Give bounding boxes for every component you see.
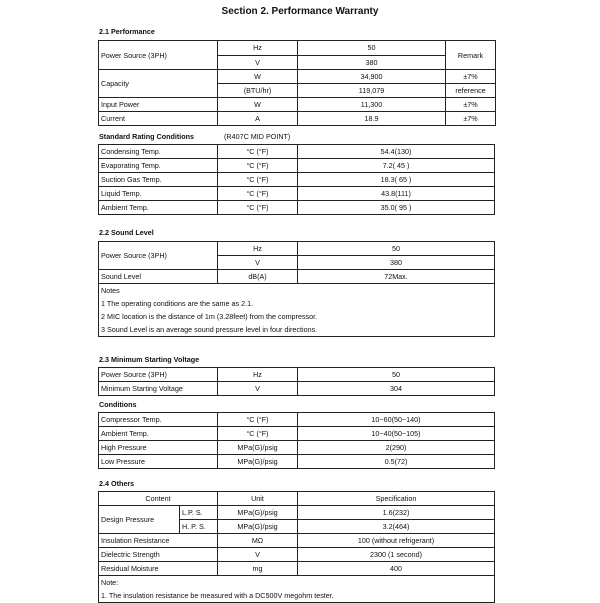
table-row <box>99 159 495 173</box>
table-row: H. P. S. MPa(G)/psig 3.2(464) <box>99 520 495 534</box>
cell-value: 2(290) <box>298 441 495 455</box>
others-table <box>98 491 495 603</box>
performance-table <box>98 40 496 126</box>
table-row: Design Pressure L.P. S. MPa(G)/psig 1.6(232) <box>99 506 495 520</box>
cell-label: Evaporating Temp. <box>99 159 218 173</box>
cell-value: 7.2( 45 ) <box>298 159 495 173</box>
cell-label: Suction Gas Temp. <box>99 173 218 187</box>
cell-value: 0.5(72) <box>298 455 495 469</box>
table-row: Minimum Starting Voltage V 304 <box>99 382 495 396</box>
cell-label: Compressor Temp. <box>99 413 218 427</box>
cell-label: Ambient Temp. <box>99 427 218 441</box>
cell-unit: °C (°F) <box>218 159 298 173</box>
note-item: 3 Sound Level is an average sound pressure level in four directions. <box>99 323 495 337</box>
cell-value: 43.8(111) <box>298 187 495 201</box>
table-row: Current A 18.9 ±7% <box>99 112 496 126</box>
table-row <box>99 173 495 187</box>
table-row <box>99 413 495 427</box>
note-item: 1 The operating conditions are the same as 2.1. <box>99 297 495 310</box>
min-voltage-table <box>98 367 495 396</box>
cell-unit: °C (°F) <box>218 145 298 159</box>
note-row: Note: <box>99 576 495 590</box>
conditions-heading: Conditions <box>99 400 137 409</box>
header-row: Content Unit Specification <box>99 492 495 506</box>
note-item: 1. The insulation resistance be measured with a DC500V megohm tester. <box>99 589 495 603</box>
cell-label: Condensing Temp. <box>99 145 218 159</box>
table-row: V 380 <box>99 256 495 270</box>
table-row: Dielectric Strength V 2300 (1 second) <box>99 548 495 562</box>
standard-rating-heading: Standard Rating Conditions (R407C MID POINT) <box>99 132 291 141</box>
table-row: Capacity W 34,900 ±7% <box>99 70 496 84</box>
notes-row: Notes <box>99 284 495 298</box>
table-row: Insulation Resistance MΩ 100 (without refrigerant) <box>99 534 495 548</box>
note-item: 2 MIC location is the distance of 1m (3.28feet) from the compressor. <box>99 310 495 323</box>
table-row: Power Source (3PH) Hz 50 Remark <box>99 41 496 56</box>
cell-value: 54.4(130) <box>298 145 495 159</box>
table-row <box>99 145 495 159</box>
cell-unit: MPa(G)/psig <box>218 441 298 455</box>
section-2-3-heading: 2.3 Minimum Starting Voltage <box>99 355 200 364</box>
rating-conditions-table <box>98 144 495 215</box>
cell-value: 18.3( 65 ) <box>298 173 495 187</box>
table-row: Residual Moisture mg 400 <box>99 562 495 576</box>
cell-unit: °C (°F) <box>218 187 298 201</box>
table-row <box>99 455 495 469</box>
cell-label: Liquid Temp. <box>99 187 218 201</box>
cell-unit: °C (°F) <box>218 427 298 441</box>
cell-unit: °C (°F) <box>218 173 298 187</box>
section-2-2-heading: 2.2 Sound Level <box>99 228 154 237</box>
table-row: Power Source (3PH) Hz 50 <box>99 368 495 382</box>
sound-level-table <box>98 241 495 337</box>
cell-value: 10~40(50~105) <box>298 427 495 441</box>
table-row <box>99 427 495 441</box>
section-2-4-heading: 2.4 Others <box>99 479 135 488</box>
page-title: Section 2. Performance Warranty <box>221 6 379 17</box>
table-row: Input Power W 11,300 ±7% <box>99 98 496 112</box>
table-row: V 380 <box>99 55 496 70</box>
refrigerant-note: (R407C MID POINT) <box>224 132 291 141</box>
cell-unit: °C (°F) <box>218 413 298 427</box>
cell-label: High Pressure <box>99 441 218 455</box>
cell-value: 35.0( 95 ) <box>298 201 495 215</box>
section-2-1-heading: 2.1 Performance <box>99 27 155 36</box>
cell-label: Low Pressure <box>99 455 218 469</box>
table-row <box>99 201 495 215</box>
table-row <box>99 187 495 201</box>
table-row: Power Source (3PH) Hz 50 <box>99 242 495 256</box>
table-row <box>99 441 495 455</box>
table-row: (BTU/hr) 119,079 reference <box>99 84 496 98</box>
cell-unit: MPa(G)/psig <box>218 455 298 469</box>
cell-unit: °C (°F) <box>218 201 298 215</box>
cell-value: 10~60(50~140) <box>298 413 495 427</box>
cell-label: Ambient Temp. <box>99 201 218 215</box>
table-row: Sound Level dB(A) 72Max. <box>99 270 495 284</box>
conditions-table <box>98 412 495 469</box>
